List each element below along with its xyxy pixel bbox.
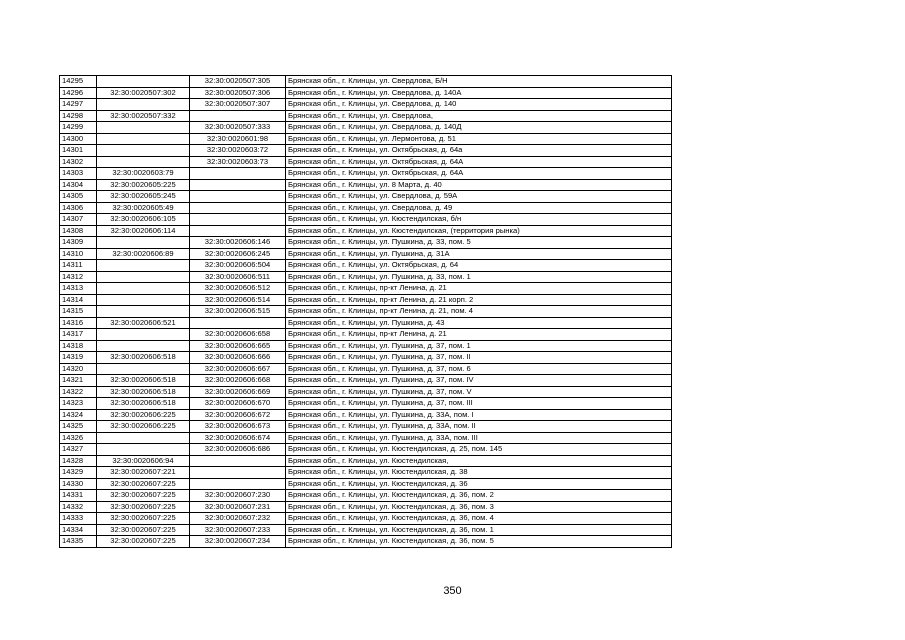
address-cell: Брянская обл., г. Клинцы, ул. Пушкина, д. 37, пом. V xyxy=(286,386,672,398)
row-number-cell: 14319 xyxy=(60,352,97,364)
table-row xyxy=(60,524,672,536)
table-row xyxy=(60,352,672,364)
table-row xyxy=(60,191,672,203)
row-number-cell: 14310 xyxy=(60,248,97,260)
address-cell: Брянская обл., г. Клинцы, ул. Пушкина, д. 33, пом. 1 xyxy=(286,271,672,283)
parent-cadastral-number-cell: 32:30:0020607:225 xyxy=(97,536,190,548)
table-row xyxy=(60,271,672,283)
table-row xyxy=(60,409,672,421)
address-cell: Брянская обл., г. Клинцы, ул. Кюстендилская, д. 36, пом. 2 xyxy=(286,490,672,502)
cadastral-number-cell xyxy=(190,168,286,180)
parent-cadastral-number-cell: 32:30:0020606:518 xyxy=(97,398,190,410)
cadastral-number-cell: 32:30:0020606:514 xyxy=(190,294,286,306)
parent-cadastral-number-cell xyxy=(97,340,190,352)
cadastral-number-cell: 32:30:0020603:73 xyxy=(190,156,286,168)
table-row xyxy=(60,398,672,410)
cadastral-number-cell xyxy=(190,214,286,226)
cadastral-number-cell: 32:30:0020606:146 xyxy=(190,237,286,249)
parent-cadastral-number-cell: 32:30:0020507:332 xyxy=(97,110,190,122)
row-number-cell: 14298 xyxy=(60,110,97,122)
row-number-cell: 14335 xyxy=(60,536,97,548)
cadastral-number-cell: 32:30:0020606:658 xyxy=(190,329,286,341)
page-number: 350 xyxy=(443,585,462,597)
cadastral-number-cell: 32:30:0020507:305 xyxy=(190,76,286,88)
table-row xyxy=(60,306,672,318)
cadastral-number-cell xyxy=(190,478,286,490)
parent-cadastral-number-cell: 32:30:0020606:89 xyxy=(97,248,190,260)
row-number-cell: 14313 xyxy=(60,283,97,295)
cadastral-number-cell: 32:30:0020606:670 xyxy=(190,398,286,410)
cadastral-number-cell xyxy=(190,202,286,214)
parent-cadastral-number-cell xyxy=(97,271,190,283)
table-row xyxy=(60,168,672,180)
row-number-cell: 14301 xyxy=(60,145,97,157)
table-row xyxy=(60,214,672,226)
cadastral-number-cell: 32:30:0020606:672 xyxy=(190,409,286,421)
table-row xyxy=(60,99,672,111)
cadastral-number-cell: 32:30:0020606:669 xyxy=(190,386,286,398)
cadastral-number-cell: 32:30:0020607:233 xyxy=(190,524,286,536)
parent-cadastral-number-cell xyxy=(97,444,190,456)
row-number-cell: 14302 xyxy=(60,156,97,168)
address-cell: Брянская обл., г. Клинцы, ул. Кюстендилская, д. 25, пом. 145 xyxy=(286,444,672,456)
table-row xyxy=(60,156,672,168)
address-cell: Брянская обл., г. Клинцы, ул. Пушкина, д. 33А, пом. II xyxy=(286,421,672,433)
address-cell: Брянская обл., г. Клинцы, ул. Пушкина, д. 33А, пом. I xyxy=(286,409,672,421)
parent-cadastral-number-cell: 32:30:0020606:521 xyxy=(97,317,190,329)
row-number-cell: 14312 xyxy=(60,271,97,283)
cadastral-number-cell xyxy=(190,225,286,237)
parent-cadastral-number-cell: 32:30:0020606:518 xyxy=(97,386,190,398)
address-cell: Брянская обл., г. Клинцы, ул. Кюстендилская, д. 36, пом. 1 xyxy=(286,524,672,536)
registry-table xyxy=(59,75,672,548)
cadastral-number-cell: 32:30:0020606:504 xyxy=(190,260,286,272)
table-row xyxy=(60,294,672,306)
cadastral-number-cell: 32:30:0020606:245 xyxy=(190,248,286,260)
parent-cadastral-number-cell: 32:30:0020606:105 xyxy=(97,214,190,226)
cadastral-number-cell xyxy=(190,110,286,122)
parent-cadastral-number-cell xyxy=(97,306,190,318)
row-number-cell: 14331 xyxy=(60,490,97,502)
parent-cadastral-number-cell: 32:30:0020606:518 xyxy=(97,352,190,364)
address-cell: Брянская обл., г. Клинцы, ул. Пушкина, д. 37, пом. IV xyxy=(286,375,672,387)
address-cell: Брянская обл., г. Клинцы, ул. Пушкина, д. 37, пом. 6 xyxy=(286,363,672,375)
table-row xyxy=(60,432,672,444)
cadastral-number-cell: 32:30:0020507:306 xyxy=(190,87,286,99)
table-row xyxy=(60,133,672,145)
address-cell: Брянская обл., г. Клинцы, ул. Пушкина, д. 33А, пом. III xyxy=(286,432,672,444)
table-row xyxy=(60,87,672,99)
cadastral-number-cell: 32:30:0020606:673 xyxy=(190,421,286,433)
table-row xyxy=(60,340,672,352)
row-number-cell: 14328 xyxy=(60,455,97,467)
cadastral-number-cell: 32:30:0020607:232 xyxy=(190,513,286,525)
table-row xyxy=(60,329,672,341)
row-number-cell: 14316 xyxy=(60,317,97,329)
parent-cadastral-number-cell: 32:30:0020607:225 xyxy=(97,501,190,513)
row-number-cell: 14300 xyxy=(60,133,97,145)
cadastral-number-cell: 32:30:0020606:666 xyxy=(190,352,286,364)
parent-cadastral-number-cell: 32:30:0020606:94 xyxy=(97,455,190,467)
table-row xyxy=(60,478,672,490)
cadastral-number-cell: 32:30:0020606:668 xyxy=(190,375,286,387)
table-row xyxy=(60,467,672,479)
table-row xyxy=(60,490,672,502)
address-cell: Брянская обл., г. Клинцы, пр-кт Ленина, д. 21 корп. 2 xyxy=(286,294,672,306)
table-row xyxy=(60,363,672,375)
address-cell: Брянская обл., г. Клинцы, ул. Октябрьская, д. 64А xyxy=(286,156,672,168)
table-row xyxy=(60,421,672,433)
table-row xyxy=(60,179,672,191)
cadastral-number-cell: 32:30:0020607:234 xyxy=(190,536,286,548)
cadastral-number-cell xyxy=(190,179,286,191)
parent-cadastral-number-cell: 32:30:0020507:302 xyxy=(97,87,190,99)
table-row xyxy=(60,317,672,329)
row-number-cell: 14334 xyxy=(60,524,97,536)
row-number-cell: 14326 xyxy=(60,432,97,444)
parent-cadastral-number-cell xyxy=(97,283,190,295)
parent-cadastral-number-cell xyxy=(97,145,190,157)
row-number-cell: 14315 xyxy=(60,306,97,318)
address-cell: Брянская обл., г. Клинцы, пр-кт Ленина, д. 21 xyxy=(286,283,672,295)
table-row xyxy=(60,237,672,249)
cadastral-number-cell: 32:30:0020606:511 xyxy=(190,271,286,283)
cadastral-number-cell: 32:30:0020606:667 xyxy=(190,363,286,375)
table-row xyxy=(60,260,672,272)
table-row xyxy=(60,375,672,387)
address-cell: Брянская обл., г. Клинцы, ул. Пушкина, д. 31А xyxy=(286,248,672,260)
address-cell: Брянская обл., г. Клинцы, ул. Свердлова, д. 59А xyxy=(286,191,672,203)
address-cell: Брянская обл., г. Клинцы, ул. Пушкина, д. 37, пом. II xyxy=(286,352,672,364)
table-row xyxy=(60,110,672,122)
row-number-cell: 14307 xyxy=(60,214,97,226)
table-row xyxy=(60,202,672,214)
table-row xyxy=(60,513,672,525)
address-cell: Брянская обл., г. Клинцы, ул. Кюстендилская, д. 36 xyxy=(286,478,672,490)
row-number-cell: 14305 xyxy=(60,191,97,203)
cadastral-number-cell: 32:30:0020606:686 xyxy=(190,444,286,456)
address-cell: Брянская обл., г. Клинцы, ул. 8 Марта, д. 40 xyxy=(286,179,672,191)
address-cell: Брянская обл., г. Клинцы, ул. Кюстендилская, д. 36, пом. 4 xyxy=(286,513,672,525)
parent-cadastral-number-cell: 32:30:0020606:225 xyxy=(97,409,190,421)
table-row xyxy=(60,122,672,134)
cadastral-number-cell: 32:30:0020507:333 xyxy=(190,122,286,134)
cadastral-number-cell: 32:30:0020603:72 xyxy=(190,145,286,157)
parent-cadastral-number-cell: 32:30:0020607:225 xyxy=(97,524,190,536)
row-number-cell: 14296 xyxy=(60,87,97,99)
parent-cadastral-number-cell: 32:30:0020603:79 xyxy=(97,168,190,180)
row-number-cell: 14323 xyxy=(60,398,97,410)
row-number-cell: 14306 xyxy=(60,202,97,214)
table-row xyxy=(60,76,672,88)
row-number-cell: 14304 xyxy=(60,179,97,191)
row-number-cell: 14320 xyxy=(60,363,97,375)
parent-cadastral-number-cell xyxy=(97,76,190,88)
cadastral-number-cell xyxy=(190,191,286,203)
address-cell: Брянская обл., г. Клинцы, ул. Лермонтова, д. 51 xyxy=(286,133,672,145)
parent-cadastral-number-cell xyxy=(97,122,190,134)
row-number-cell: 14299 xyxy=(60,122,97,134)
address-cell: Брянская обл., г. Клинцы, ул. Кюстендилская, б/н xyxy=(286,214,672,226)
parent-cadastral-number-cell: 32:30:0020607:225 xyxy=(97,490,190,502)
row-number-cell: 14324 xyxy=(60,409,97,421)
parent-cadastral-number-cell xyxy=(97,156,190,168)
address-cell: Брянская обл., г. Клинцы, ул. Свердлова, д. 140 xyxy=(286,99,672,111)
row-number-cell: 14329 xyxy=(60,467,97,479)
cadastral-number-cell: 32:30:0020606:674 xyxy=(190,432,286,444)
row-number-cell: 14325 xyxy=(60,421,97,433)
cadastral-number-cell xyxy=(190,455,286,467)
parent-cadastral-number-cell xyxy=(97,237,190,249)
parent-cadastral-number-cell xyxy=(97,432,190,444)
cadastral-number-cell: 32:30:0020607:230 xyxy=(190,490,286,502)
table-row xyxy=(60,455,672,467)
address-cell: Брянская обл., г. Клинцы, ул. Кюстендилская, xyxy=(286,455,672,467)
parent-cadastral-number-cell: 32:30:0020607:225 xyxy=(97,513,190,525)
row-number-cell: 14309 xyxy=(60,237,97,249)
table-row xyxy=(60,536,672,548)
address-cell: Брянская обл., г. Клинцы, ул. Пушкина, д. 37, пом. 1 xyxy=(286,340,672,352)
table-row xyxy=(60,145,672,157)
address-cell: Брянская обл., г. Клинцы, ул. Свердлова, Б/Н xyxy=(286,76,672,88)
parent-cadastral-number-cell: 32:30:0020605:225 xyxy=(97,179,190,191)
cadastral-number-cell: 32:30:0020601:98 xyxy=(190,133,286,145)
address-cell: Брянская обл., г. Клинцы, ул. Октябрьская, д. 64а xyxy=(286,145,672,157)
row-number-cell: 14295 xyxy=(60,76,97,88)
cadastral-number-cell: 32:30:0020606:665 xyxy=(190,340,286,352)
row-number-cell: 14327 xyxy=(60,444,97,456)
parent-cadastral-number-cell: 32:30:0020605:49 xyxy=(97,202,190,214)
row-number-cell: 14311 xyxy=(60,260,97,272)
address-cell: Брянская обл., г. Клинцы, ул. Октябрьская, д. 64 xyxy=(286,260,672,272)
cadastral-number-cell xyxy=(190,467,286,479)
parent-cadastral-number-cell: 32:30:0020606:225 xyxy=(97,421,190,433)
cadastral-number-cell xyxy=(190,317,286,329)
cadastral-number-cell: 32:30:0020507:307 xyxy=(190,99,286,111)
address-cell: Брянская обл., г. Клинцы, ул. Пушкина, д. 37, пом. III xyxy=(286,398,672,410)
cadastral-number-cell: 32:30:0020606:512 xyxy=(190,283,286,295)
table-row xyxy=(60,225,672,237)
address-cell: Брянская обл., г. Клинцы, ул. Кюстендилская, (территория рынка) xyxy=(286,225,672,237)
row-number-cell: 14322 xyxy=(60,386,97,398)
row-number-cell: 14314 xyxy=(60,294,97,306)
address-cell: Брянская обл., г. Клинцы, ул. Кюстендилская, д. 38 xyxy=(286,467,672,479)
table-row xyxy=(60,386,672,398)
parent-cadastral-number-cell xyxy=(97,329,190,341)
row-number-cell: 14303 xyxy=(60,168,97,180)
address-cell: Брянская обл., г. Клинцы, ул. Кюстендилская, д. 36, пом. 5 xyxy=(286,536,672,548)
parent-cadastral-number-cell: 32:30:0020606:114 xyxy=(97,225,190,237)
address-cell: Брянская обл., г. Клинцы, ул. Октябрьская, д. 64А xyxy=(286,168,672,180)
parent-cadastral-number-cell xyxy=(97,99,190,111)
address-cell: Брянская обл., г. Клинцы, ул. Свердлова, xyxy=(286,110,672,122)
cadastral-number-cell: 32:30:0020606:515 xyxy=(190,306,286,318)
parent-cadastral-number-cell: 32:30:0020607:221 xyxy=(97,467,190,479)
row-number-cell: 14317 xyxy=(60,329,97,341)
registry-table-body xyxy=(60,76,672,548)
row-number-cell: 14330 xyxy=(60,478,97,490)
table-row xyxy=(60,501,672,513)
row-number-cell: 14333 xyxy=(60,513,97,525)
parent-cadastral-number-cell xyxy=(97,363,190,375)
parent-cadastral-number-cell xyxy=(97,133,190,145)
table-row xyxy=(60,444,672,456)
parent-cadastral-number-cell: 32:30:0020607:225 xyxy=(97,478,190,490)
parent-cadastral-number-cell xyxy=(97,260,190,272)
row-number-cell: 14297 xyxy=(60,99,97,111)
row-number-cell: 14318 xyxy=(60,340,97,352)
table-row xyxy=(60,283,672,295)
parent-cadastral-number-cell: 32:30:0020605:245 xyxy=(97,191,190,203)
row-number-cell: 14332 xyxy=(60,501,97,513)
address-cell: Брянская обл., г. Клинцы, ул. Свердлова, д. 140Д xyxy=(286,122,672,134)
address-cell: Брянская обл., г. Клинцы, ул. Пушкина, д. 43 xyxy=(286,317,672,329)
address-cell: Брянская обл., г. Клинцы, ул. Свердлова, д. 140А xyxy=(286,87,672,99)
table-row xyxy=(60,248,672,260)
address-cell: Брянская обл., г. Клинцы, пр-кт Ленина, д. 21 xyxy=(286,329,672,341)
address-cell: Брянская обл., г. Клинцы, ул. Свердлова, д. 49 xyxy=(286,202,672,214)
parent-cadastral-number-cell: 32:30:0020606:518 xyxy=(97,375,190,387)
address-cell: Брянская обл., г. Клинцы, ул. Пушкина, д. 33, пом. 5 xyxy=(286,237,672,249)
row-number-cell: 14321 xyxy=(60,375,97,387)
address-cell: Брянская обл., г. Клинцы, ул. Кюстендилская, д. 36, пом. 3 xyxy=(286,501,672,513)
address-cell: Брянская обл., г. Клинцы, пр-кт Ленина, д. 21, пом. 4 xyxy=(286,306,672,318)
row-number-cell: 14308 xyxy=(60,225,97,237)
parent-cadastral-number-cell xyxy=(97,294,190,306)
cadastral-number-cell: 32:30:0020607:231 xyxy=(190,501,286,513)
